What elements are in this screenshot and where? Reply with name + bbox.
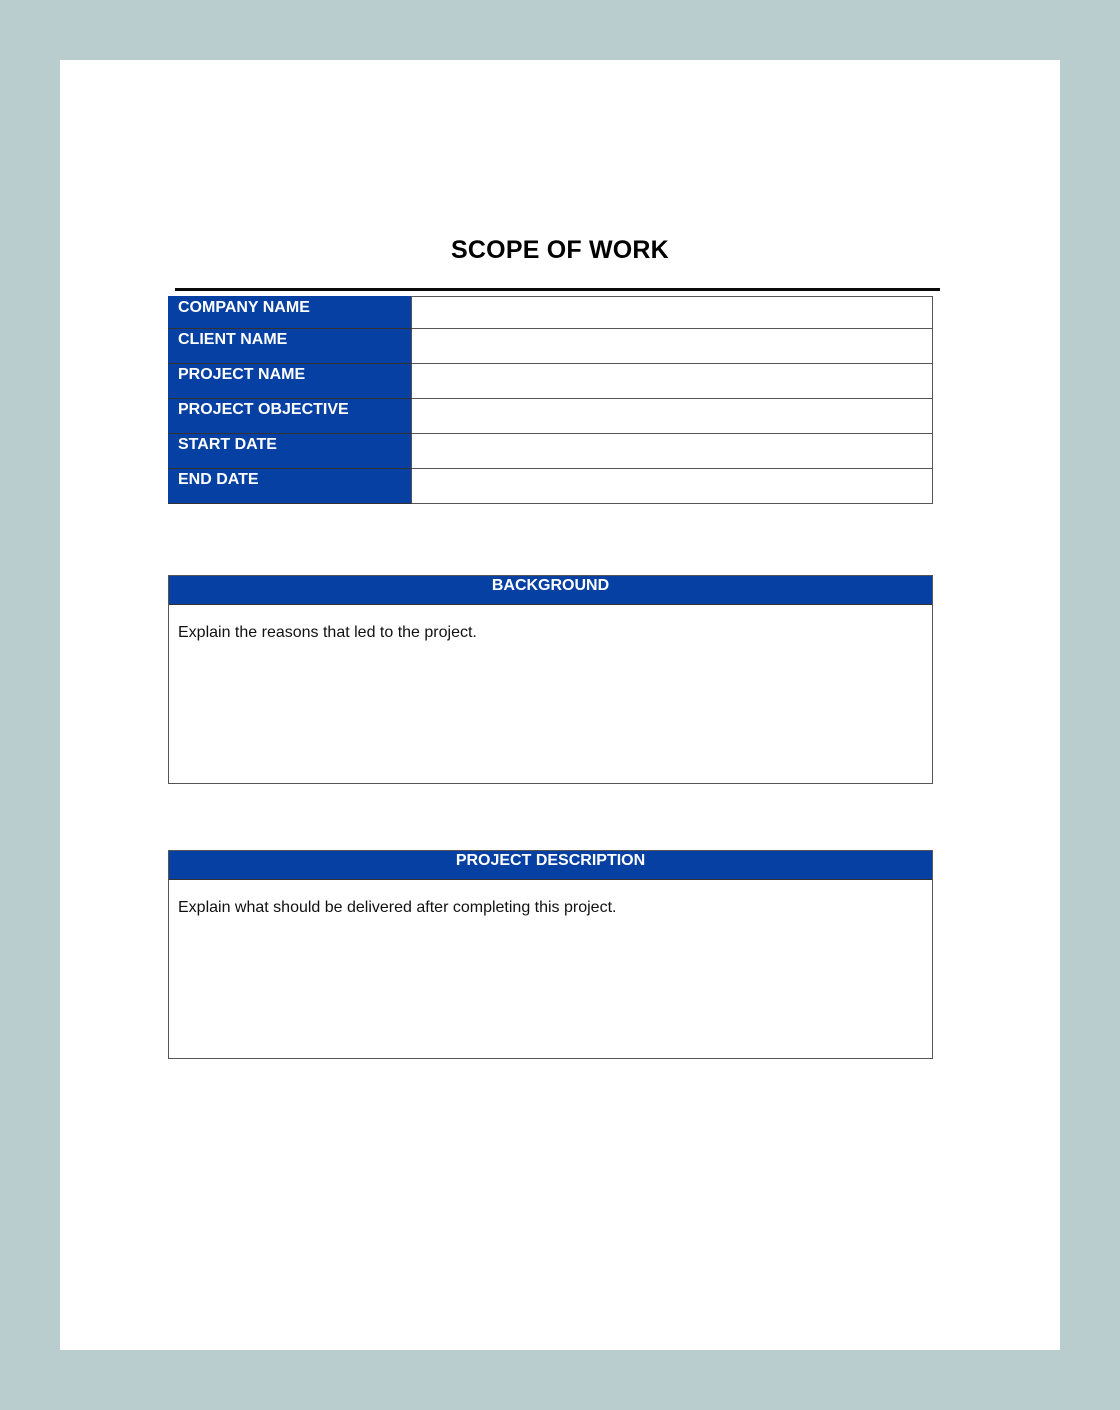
end-date-value[interactable] xyxy=(412,469,933,504)
start-date-label: START DATE xyxy=(169,434,412,469)
background-header: BACKGROUND xyxy=(169,576,932,605)
project-info-table xyxy=(168,296,933,504)
client-name-label: CLIENT NAME xyxy=(169,329,412,364)
table-row xyxy=(169,329,933,364)
table-row xyxy=(169,469,933,504)
background-body[interactable]: Explain the reasons that led to the project. xyxy=(178,624,477,641)
title-divider xyxy=(175,288,940,291)
project-objective-value[interactable] xyxy=(412,399,933,434)
table-row xyxy=(169,399,933,434)
table-row xyxy=(169,297,933,329)
page-title: SCOPE OF WORK xyxy=(451,236,669,264)
end-date-label: END DATE xyxy=(169,469,412,504)
project-objective-label: PROJECT OBJECTIVE xyxy=(169,399,412,434)
project-description-header: PROJECT DESCRIPTION xyxy=(169,851,932,880)
project-description-body[interactable]: Explain what should be delivered after completing this project. xyxy=(178,899,617,916)
project-name-label: PROJECT NAME xyxy=(169,364,412,399)
start-date-value[interactable] xyxy=(412,434,933,469)
document-page xyxy=(60,60,1060,1350)
client-name-value[interactable] xyxy=(412,329,933,364)
background-section xyxy=(168,575,933,784)
table-row xyxy=(169,364,933,399)
company-name-value[interactable] xyxy=(412,297,933,329)
project-name-value[interactable] xyxy=(412,364,933,399)
project-description-section xyxy=(168,850,933,1059)
table-row xyxy=(169,434,933,469)
company-name-label: COMPANY NAME xyxy=(169,297,412,329)
